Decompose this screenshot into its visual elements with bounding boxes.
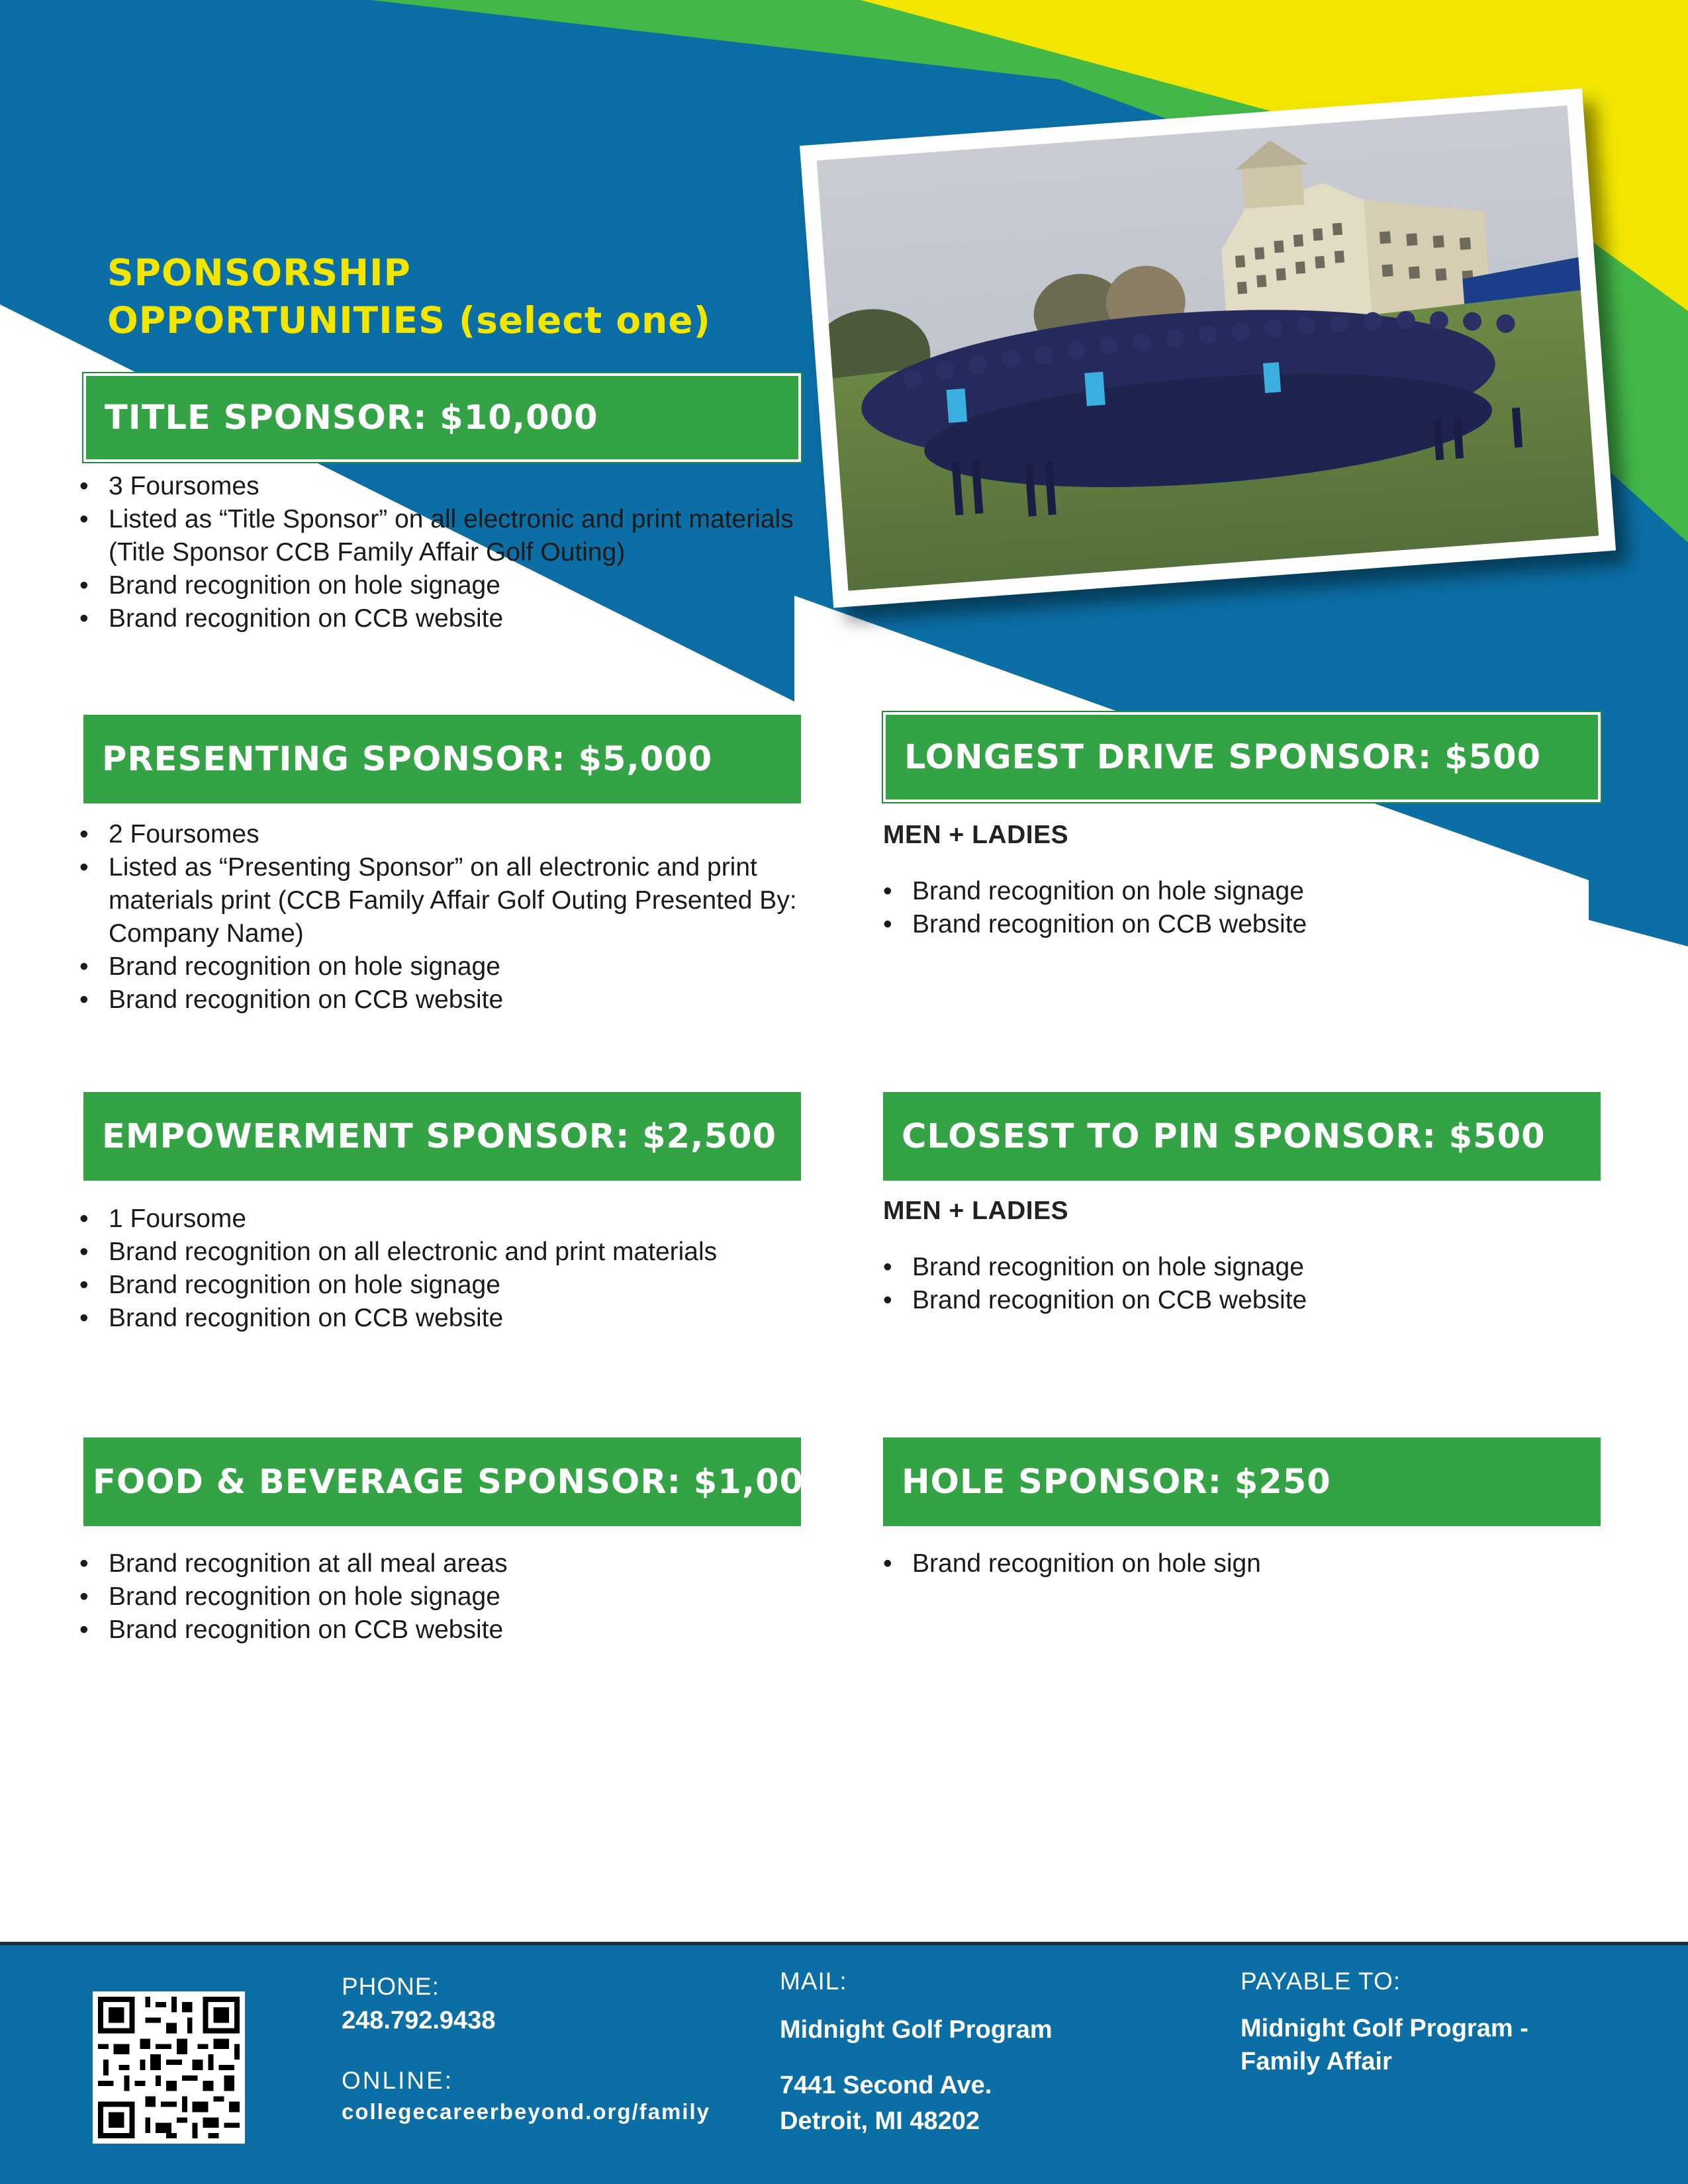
qr-code-icon[interactable] (93, 1991, 245, 2144)
longest-drive-sponsor-bar (883, 712, 1601, 802)
title-sponsor-label: TITLE SPONSOR: $10,000 (105, 398, 598, 437)
longest-drive-subheading: MEN + LADIES (883, 821, 1069, 849)
hole-sponsor-bar (883, 1437, 1601, 1526)
empowerment-sponsor-benefits (79, 1203, 808, 1335)
list-item: • Brand recognition on hole signage (79, 1269, 808, 1302)
payable-line-2: Family Affair (1241, 2048, 1392, 2075)
list-item: • 1 Foursome (79, 1203, 808, 1236)
list-item: • Brand recognition on hole sign (883, 1547, 1611, 1580)
list-item: • Brand recognition on CCB website (79, 1614, 808, 1647)
list-item: • Brand recognition on CCB website (883, 1284, 1611, 1317)
title-sponsor-benefits (79, 470, 808, 635)
list-item: • Brand recognition on hole signage (79, 950, 808, 983)
list-item: • Brand recognition on CCB website (79, 1302, 808, 1335)
heading-line-2: OPPORTUNITIES (select one) (107, 299, 711, 341)
empowerment-sponsor-label: EMPOWERMENT SPONSOR: $2,500 (102, 1116, 776, 1156)
mail-label: MAIL: (780, 1968, 847, 1995)
payable-label: PAYABLE TO: (1241, 1968, 1401, 1995)
group-photo-icon (817, 105, 1599, 591)
list-item: • Brand recognition on hole signage (79, 569, 808, 602)
mail-street: 7441 Second Ave. (780, 2071, 992, 2099)
mail-name: Midnight Golf Program (780, 2016, 1053, 2044)
heading-line-1: SPONSORSHIP (107, 251, 411, 294)
hole-sponsor-benefits (883, 1547, 1611, 1580)
closest-pin-sponsor-label: CLOSEST TO PIN SPONSOR: $500 (902, 1116, 1546, 1156)
hole-sponsor-label: HOLE SPONSOR: $250 (902, 1462, 1331, 1502)
title-sponsor-bar (83, 373, 801, 462)
phone-label: PHONE: (342, 1973, 440, 2000)
list-item: • Brand recognition on hole signage (883, 875, 1611, 908)
list-item: • 3 Foursomes (79, 470, 808, 503)
list-item: • Brand recognition on all electronic and print materials (79, 1236, 808, 1269)
online-label: ONLINE: (342, 2067, 454, 2094)
list-item: • Brand recognition on CCB website (79, 983, 808, 1017)
mail-city: Detroit, MI 48202 (780, 2107, 980, 2135)
list-item: • Brand recognition on CCB website (79, 602, 808, 635)
food-beverage-sponsor-bar (83, 1437, 828, 1526)
list-item: • Brand recognition at all meal areas (79, 1547, 808, 1580)
list-item: • Brand recognition on hole signage (79, 1580, 808, 1614)
sponsorship-heading (107, 249, 711, 344)
closest-pin-sponsor-benefits (883, 1251, 1611, 1317)
list-item: • Brand recognition on hole signage (883, 1251, 1611, 1284)
payable-line-1: Midnight Golf Program - (1241, 2015, 1528, 2042)
presenting-sponsor-benefits (79, 818, 808, 1017)
longest-drive-sponsor-benefits (883, 875, 1611, 941)
list-item: • 2 Foursomes (79, 818, 808, 851)
food-beverage-sponsor-benefits (79, 1547, 808, 1647)
empowerment-sponsor-bar (83, 1092, 801, 1181)
photo-frame (800, 89, 1616, 608)
food-beverage-sponsor-label: FOOD & BEVERAGE SPONSOR: $1,000 (93, 1462, 828, 1502)
list-item: • Listed as “Title Sponsor” on all electronic and print materials (Title Sponsor CCB Family Affair Golf Outing) (79, 503, 808, 569)
list-item: • Brand recognition on CCB website (883, 908, 1611, 941)
longest-drive-sponsor-label: LONGEST DRIVE SPONSOR: $500 (904, 737, 1541, 777)
presenting-sponsor-label: PRESENTING SPONSOR: $5,000 (102, 739, 713, 779)
phone-number[interactable]: 248.792.9438 (342, 2007, 496, 2034)
presenting-sponsor-bar (83, 715, 801, 803)
website-link[interactable]: collegecareerbeyond.org/family (342, 2099, 711, 2124)
list-item: • Listed as “Presenting Sponsor” on all electronic and print materials print (CCB Family Affair Golf Outing Presented By: Company Name) (79, 851, 808, 950)
closest-pin-subheading: MEN + LADIES (883, 1197, 1069, 1225)
contact-footer (0, 1942, 1688, 2184)
closest-pin-sponsor-bar (883, 1092, 1601, 1181)
